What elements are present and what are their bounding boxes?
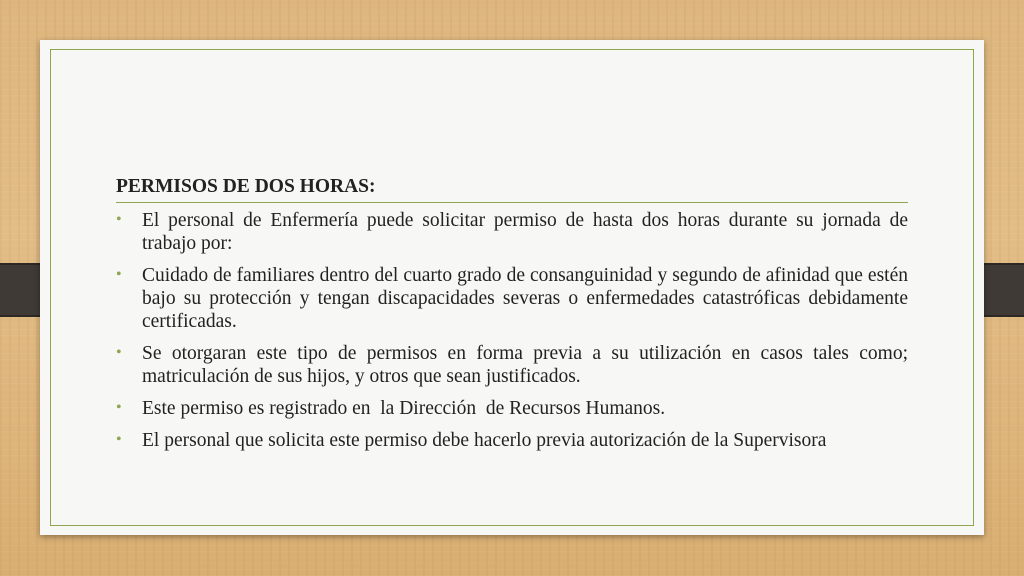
slide-heading: PERMISOS DE DOS HORAS: <box>116 175 908 203</box>
slide-content <box>116 175 908 461</box>
bullet-item-3 <box>116 342 908 388</box>
bullet-icon: • <box>116 266 122 283</box>
bullet-item-2 <box>116 264 908 333</box>
bullet-icon: • <box>116 344 122 361</box>
bullet-icon: • <box>116 399 122 416</box>
bullet-text-3: Se otorgaran este tipo de permisos en forma previa a su utilización en casos tales como; matriculación de sus hijos, y otros que sean justificados. <box>142 343 908 387</box>
bullet-text-4: Este permiso es registrado en la Dirección de Recursos Humanos. <box>142 398 666 419</box>
bullet-icon: • <box>116 211 122 228</box>
bullet-item-1 <box>116 209 908 255</box>
bullet-text-2: Cuidado de familiares dentro del cuarto grado de consanguinidad y segundo de afinidad que estén bajo su protección y tengan discapacidades severas o enfermedades catastróficas debidamente certificadas. <box>142 265 908 332</box>
bullet-item-4 <box>116 397 908 420</box>
bullet-text-5: El personal que solicita este permiso debe hacerlo previa autorización de la Supervisora <box>142 430 827 451</box>
bullet-item-5 <box>116 429 908 452</box>
slide-card <box>40 40 984 535</box>
bullet-icon: • <box>116 431 122 448</box>
bullet-text-1: El personal de Enfermería puede solicitar permiso de hasta dos horas durante su jornada de trabajo por: <box>142 210 908 254</box>
